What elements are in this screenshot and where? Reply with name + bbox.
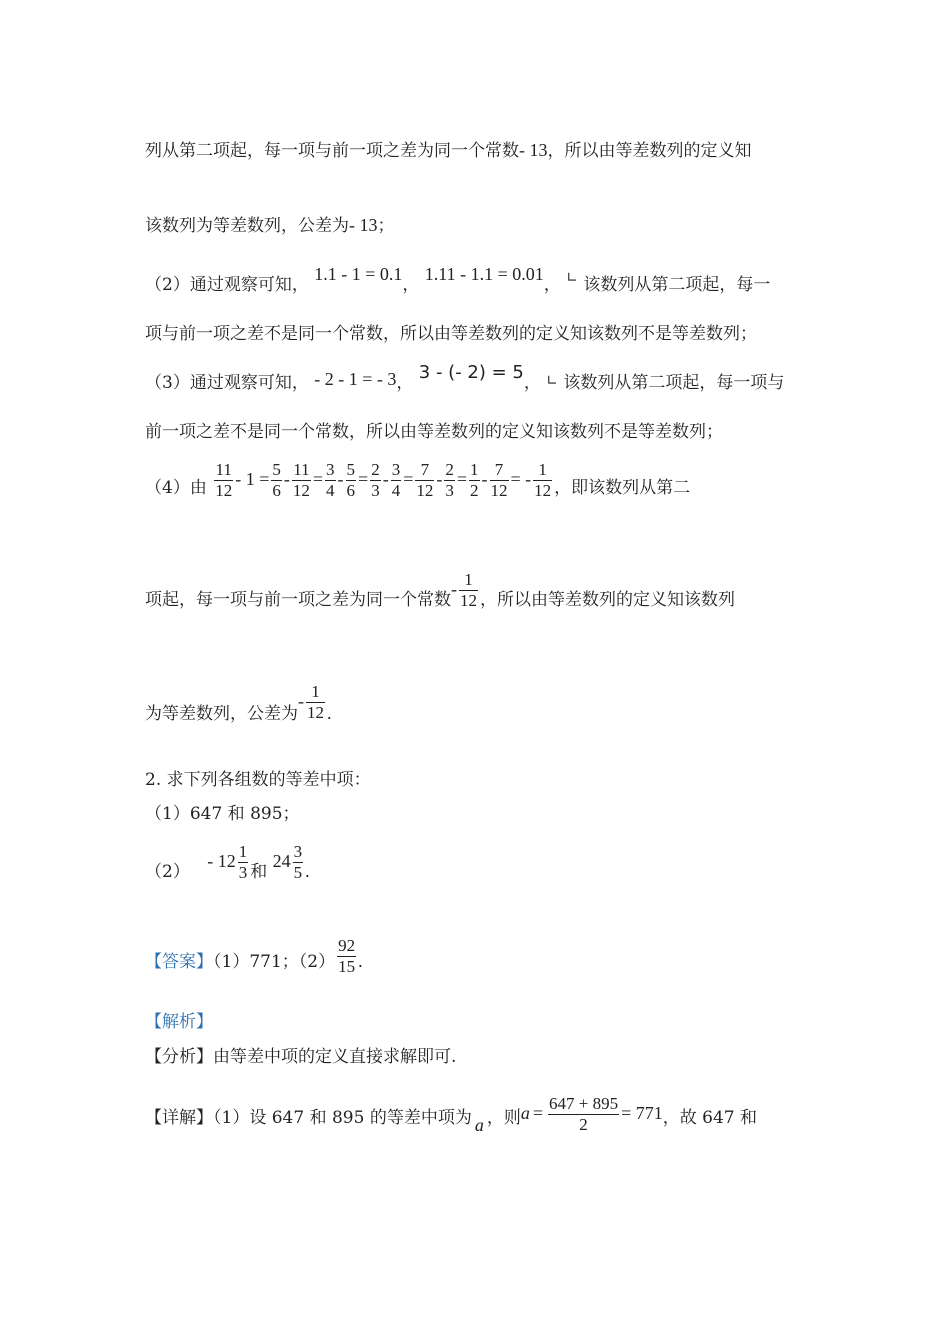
text: 该数列为等差数列，公差为 (145, 216, 349, 236)
math-var: a (474, 1115, 484, 1135)
p4-line3 (145, 678, 332, 725)
p2-line1 (145, 264, 771, 298)
math-op: - (298, 691, 304, 711)
math-int: - 12 (207, 851, 236, 871)
fenxi-tag: 【分析】 (145, 1047, 213, 1067)
fraction-denominator: 15 (338, 957, 356, 976)
text: 项起，每一项与前一项之差为同一个常数 (145, 590, 451, 610)
math-op: - (283, 469, 290, 489)
fraction (292, 460, 311, 501)
text: （2） (145, 862, 190, 882)
fraction-denominator: 12 (416, 481, 434, 500)
text: ，故 647 和 (662, 1108, 757, 1128)
math-common-diff: - 13 (349, 215, 378, 235)
fraction-denominator: 4 (391, 481, 401, 500)
fraction-numerator: 1 (470, 460, 479, 479)
text: ， (523, 373, 541, 393)
analysis-tag-line (145, 1010, 213, 1034)
text: （1）设 647 和 895 的等差中项为 (213, 1108, 472, 1128)
math-expr: 3 - (- 2) = 5 (418, 362, 524, 383)
fraction-numerator: 2 (371, 460, 380, 479)
text: 列从第二项起，每一项与前一项之差为同一个常数 (145, 141, 519, 161)
fraction (214, 460, 233, 501)
math-op: - (382, 469, 389, 489)
fraction-denominator: 12 (307, 703, 324, 722)
fraction-numerator: 11 (293, 460, 310, 479)
fraction-numerator: 1 (533, 460, 552, 481)
fraction (293, 842, 304, 883)
text: ，即该数列从第二 (554, 478, 691, 498)
fraction-denominator: 3 (445, 481, 454, 500)
text: （1）647 和 895； (145, 804, 300, 824)
fraction-numerator: 3 (326, 460, 335, 479)
text: （2）通过观察可知， (145, 275, 309, 295)
math-op: - 1 = (235, 469, 270, 489)
q2-sub1 (145, 802, 300, 826)
fraction (238, 842, 249, 883)
ellipsis-icon: ∟ (566, 270, 578, 286)
math-op: - (337, 469, 344, 489)
fraction (444, 460, 455, 501)
fraction-numerator: 7 (490, 460, 509, 481)
fraction-denominator: 12 (460, 591, 477, 610)
fraction-denominator: 6 (346, 481, 356, 500)
text: ，所以由等差数列的定义知该数列 (480, 590, 735, 610)
text: 2. 求下列各组数的等差中项： (145, 770, 371, 790)
math-op: = (532, 1103, 543, 1123)
p4-line1 (145, 456, 690, 503)
fraction (391, 460, 402, 501)
fraction-numerator: 1 (238, 842, 248, 861)
fraction (346, 460, 357, 501)
fraction-denominator: 2 (579, 1115, 588, 1134)
math-op: = (403, 469, 414, 489)
fraction (325, 460, 336, 501)
ellipsis-icon: ∟ (546, 373, 559, 389)
fraction-numerator: 5 (272, 460, 281, 479)
fraction (415, 460, 434, 501)
fraction-numerator: 2 (445, 460, 454, 479)
fraction-numerator: 1 (306, 682, 325, 703)
fraction-numerator: 3 (293, 842, 303, 861)
math-op: = (358, 469, 369, 489)
p3-line1 (145, 362, 785, 396)
fraction-denominator: 3 (238, 863, 248, 882)
fraction-denominator: 3 (371, 481, 380, 500)
text: . (358, 951, 363, 971)
text: ， (396, 373, 414, 393)
math-op: - (451, 579, 457, 599)
analysis-tag: 【解析】 (145, 1012, 213, 1032)
math-op: - (481, 469, 488, 489)
fraction (533, 460, 552, 501)
fraction (337, 936, 356, 977)
fraction-numerator: 92 (338, 936, 356, 955)
math-expr: = 771 (621, 1103, 663, 1123)
xiangjie-line (145, 1090, 757, 1137)
fraction-numerator: 1 (459, 570, 478, 591)
p1-line2 (145, 213, 395, 238)
math-expr: 1.1 - 1 = 0.1 (314, 264, 403, 284)
math-expr: 1.11 - 1.1 = 0.01 (424, 264, 544, 284)
fraction-denominator: 12 (490, 481, 508, 500)
text: 该数列从第二项起，每一项与 (563, 373, 785, 393)
fraction-denominator: 12 (534, 481, 552, 500)
p3-line2 (145, 420, 723, 444)
text: 为等差数列，公差为 (145, 704, 298, 724)
math-op: - (436, 469, 443, 489)
math-op: = (312, 469, 324, 489)
fraction-denominator: 4 (326, 481, 335, 500)
fraction-denominator: 2 (470, 481, 479, 500)
fraction (370, 460, 381, 501)
answer-line (145, 932, 363, 979)
fraction-numerator: 3 (391, 460, 401, 479)
q2-sub2 (145, 838, 310, 885)
math-var: a (520, 1103, 530, 1123)
fraction-numerator: 7 (415, 460, 434, 481)
text: ，所以由等差数列的定义知 (547, 141, 752, 161)
math-common-diff: - 13 (519, 140, 548, 160)
text: ， (402, 275, 420, 295)
fraction-numerator: 647 + 895 (548, 1094, 619, 1113)
math-expr: - 2 - 1 = - 3 (314, 369, 397, 389)
math-op: = - (510, 469, 532, 489)
text: . (327, 703, 332, 723)
fraction (459, 570, 478, 611)
text: ， (543, 275, 561, 295)
fraction-numerator: 11 (215, 460, 232, 479)
fraction (271, 460, 282, 501)
text: 项与前一项之差不是同一个常数，所以由等差数列的定义知该数列不是等差数列； (145, 324, 757, 344)
text: ； (377, 216, 395, 236)
text: 前一项之差不是同一个常数，所以由等差数列的定义知该数列不是等差数列； (145, 422, 723, 442)
p2-line2 (145, 322, 757, 346)
p4-line2 (145, 566, 735, 613)
fraction-denominator: 5 (293, 863, 303, 882)
math-int: 24 (272, 851, 291, 871)
text: 由等差中项的定义直接求解即可. (213, 1047, 457, 1067)
fraction-denominator: 12 (292, 481, 310, 500)
fraction (548, 1094, 619, 1135)
fraction (490, 460, 509, 501)
text: 和 (250, 862, 268, 882)
answer-tag: 【答案】 (145, 952, 213, 972)
xiangjie-tag: 【详解】 (145, 1108, 213, 1128)
text: （1）771；（2） (213, 952, 336, 972)
fraction-numerator: 5 (346, 460, 356, 479)
fraction (306, 682, 325, 723)
text: 该数列从第二项起，每一 (583, 275, 771, 295)
q2-title (145, 768, 371, 792)
fraction-denominator: 6 (272, 481, 281, 500)
p1-line1 (145, 138, 752, 163)
fenxi-line (145, 1045, 456, 1069)
fraction-denominator: 12 (215, 481, 233, 500)
text: （4）由 (145, 478, 207, 498)
fraction (469, 460, 480, 501)
text: . (305, 861, 310, 881)
math-op: = (456, 469, 468, 489)
text: （3）通过观察可知， (145, 373, 309, 393)
text: ，则 (486, 1108, 521, 1128)
